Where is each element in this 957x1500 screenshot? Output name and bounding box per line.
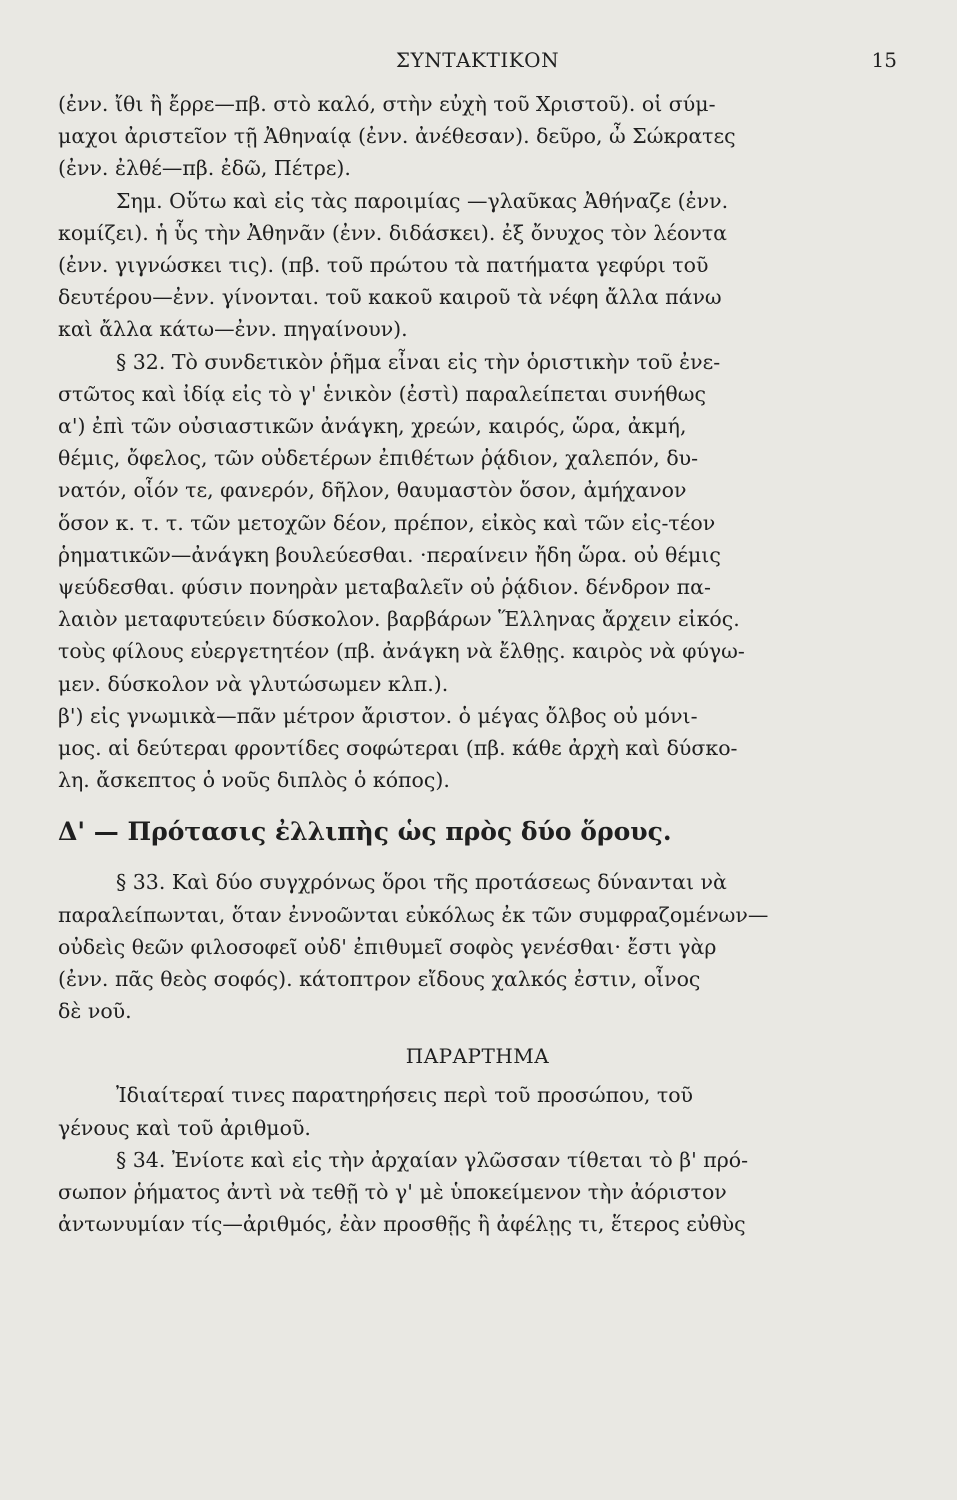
text-line: § 32. Τὸ συνδετικὸν ῥῆμα εἶναι εἰς τὴν ὁριστικὴν τοῦ ἐνε- xyxy=(116,349,721,374)
text-line: Σημ. Οὕτω καὶ εἰς τὰς παροιμίας —γλαῦκας Ἀθήναζε (ἐνν. xyxy=(116,188,729,213)
text-line: καὶ ἄλλα κάτω—ἐνν. πηγαίνουν). xyxy=(58,317,408,342)
text-line: (ἐνν. ἴθι ἢ ἔρρε—πβ. στὸ καλό, στὴν εὐχὴ τοῦ Χριστοῦ). οἱ σύμ- xyxy=(58,92,716,116)
text-line: κομίζει). ἡ ὗς τὴν Ἀθηνᾶν (ἐνν. διδάσκει). ἐξ ὄνυχος τὸν λέοντα xyxy=(58,220,728,245)
text-line: σωπον ῥήματος ἀντὶ νὰ τεθῇ τὸ γ' μὲ ὑποκείμενον τὴν ἀόριστον xyxy=(58,1180,727,1205)
appendix-title: ΠΑΡΑΡΤΗΜΑ xyxy=(405,1044,550,1069)
text-line: (ἐνν. ἐλθέ—πβ. ἐδῶ, Πέτρε). xyxy=(58,156,351,181)
text-line: δὲ νοῦ. xyxy=(58,999,132,1024)
text-line: μαχοι ἀριστεῖον τῇ Ἀθηναίᾳ (ἐνν. ἀνέθεσαν). δεῦρο, ὦ Σώκρατες xyxy=(58,124,736,149)
text-line: μος. αἱ δεύτεραι φροντίδες σοφώτεραι (πβ. κάθε ἀρχὴ καὶ δύσκο- xyxy=(58,736,738,761)
appendix-text xyxy=(58,1079,897,1240)
section-text xyxy=(58,866,897,1027)
text-line: (ἐνν. γιγνώσκει τις). (πβ. τοῦ πρώτου τὰ πατήματα γεφύρι τοῦ xyxy=(58,253,709,278)
running-head xyxy=(58,48,897,88)
section-heading: Δ' — Πρότασις ἐλλιπὴς ὡς πρὸς δύο ὅρους. xyxy=(58,817,672,847)
text-line: στῶτος καὶ ἰδίᾳ εἰς τὸ γ' ἑνικὸν (ἐστὶ) παραλείπεται συνήθως xyxy=(58,381,706,406)
body-text xyxy=(58,88,897,796)
text-line: (ἐνν. πᾶς θεὸς σοφός). κάτοπτρον εἴδους χαλκός ἐστιν, οἶνος xyxy=(58,967,701,992)
text-line: μεν. δύσκολον νὰ γλυτώσωμεν κλπ.). xyxy=(58,671,449,696)
text-line: παραλείπωνται, ὅταν ἐννοῶνται εὐκόλως ἐκ τῶν συμφραζομένων— xyxy=(58,902,769,927)
text-line: § 33. Καὶ δύο συγχρόνως ὅροι τῆς προτάσεως δύνανται νὰ xyxy=(116,870,727,895)
text-line: τοὺς φίλους εὐεργετητέον (πβ. ἀνάγκη νὰ ἔλθῃς. καιρὸς νὰ φύγω- xyxy=(58,639,745,664)
text-line: θέμις, ὄφελος, τῶν οὐδετέρων ἐπιθέτων ῥᾴδιον, χαλεπόν, δυ- xyxy=(58,446,699,471)
text-line: δευτέρου—ἐνν. γίνονται. τοῦ κακοῦ καιροῦ τὰ νέφη ἄλλα πάνω xyxy=(58,285,722,310)
page-number: 15 xyxy=(871,48,897,72)
text-line: β') εἰς γνωμικὰ—πᾶν μέτρον ἄριστον. ὁ μέγας ὄλβος οὐ μόνι- xyxy=(58,703,698,728)
running-title: ΣΥΝΤΑΚΤΙΚΟΝ xyxy=(395,48,560,72)
text-line: γένους καὶ τοῦ ἀριθμοῦ. xyxy=(58,1115,311,1140)
text-line: λαιὸν μεταφυτεύειν δύσκολον. βαρβάρων Ἕλληνας ἄρχειν εἰκός. xyxy=(58,607,740,632)
text-line: ψεύδεσθαι. φύσιν πονηρὰν μεταβαλεῖν οὐ ῥᾴδιον. δένδρον πα- xyxy=(58,575,711,600)
text-line: ὅσον κ. τ. τ. τῶν μετοχῶν δέον, πρέπον, εἰκὸς καὶ τῶν εἰς-τέον xyxy=(58,510,716,535)
text-line: νατόν, οἷόν τε, φανερόν, δῆλον, θαυμαστὸν ὅσον, ἀμήχανον xyxy=(58,478,687,503)
text-line: § 34. Ἐνίοτε καὶ εἰς τὴν ἀρχαίαν γλῶσσαν τίθεται τὸ β' πρό- xyxy=(116,1147,749,1172)
text-line: οὐδεὶς θεῶν φιλοσοφεῖ οὐδ' ἐπιθυμεῖ σοφὸς γενέσθαι· ἔστι γὰρ xyxy=(58,934,717,959)
text-line: ῥηματικῶν—ἀνάγκη βουλεύεσθαι. ·περαίνειν ἤδη ὥρα. οὐ θέμις xyxy=(58,542,721,567)
text-line: α') ἐπὶ τῶν οὐσιαστικῶν ἀνάγκη, χρεών, καιρός, ὥρα, ἀκμή, xyxy=(58,414,687,439)
text-line: λη. ἄσκεπτος ὁ νοῦς διπλὸς ὁ κόπος). xyxy=(58,768,450,793)
text-line: Ἰδιαίτεραί τινες παρατηρήσεις περὶ τοῦ προσώπου, τοῦ xyxy=(116,1083,694,1108)
text-line: ἀντωνυμίαν τίς—ἀριθμός, ἐὰν προσθῇς ἢ ἀφέλῃς τι, ἕτερος εὐθὺς xyxy=(58,1212,746,1237)
